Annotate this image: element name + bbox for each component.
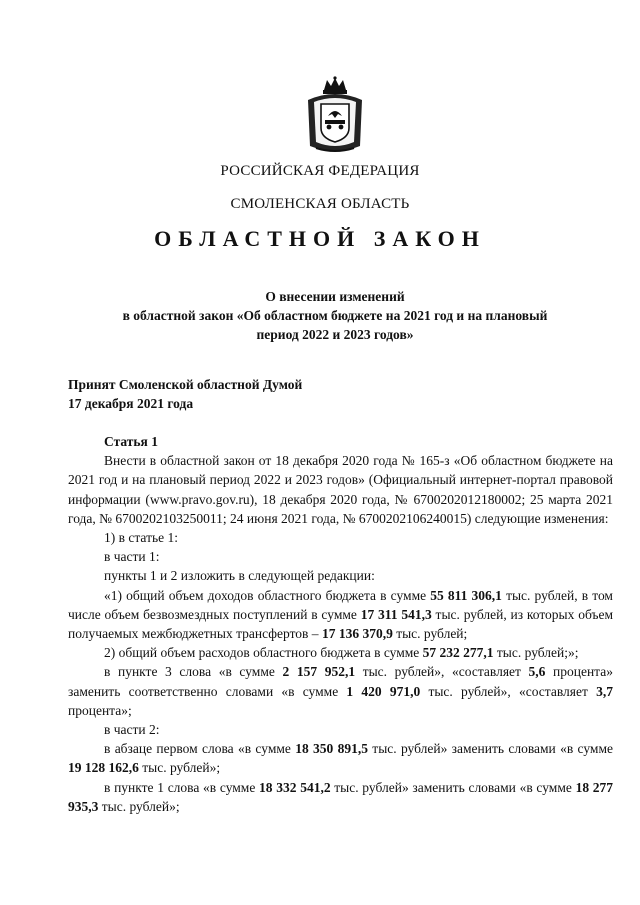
- point-1-change: [68, 778, 613, 816]
- amount: 18 350 891,5: [295, 741, 368, 757]
- law-title-line: в областной закон «Об областном бюджете на 2021 год и на плановый: [122, 308, 548, 323]
- text-fragment: в пункте 1 слова «в сумме: [104, 779, 260, 795]
- amount: 18 332 541,2: [259, 779, 331, 795]
- country-heading: РОССИЙСКАЯ ФЕДЕРАЦИЯ: [220, 163, 420, 179]
- point-3-paragraph: [68, 662, 613, 720]
- article-heading: Статья 1: [104, 434, 158, 449]
- amount: 17 136 370,9: [321, 626, 393, 642]
- amount: 2 157 952,1: [282, 664, 356, 680]
- text-fragment: тыс. рублей, из которых объем получаемых межбюджетных трансфертов –: [68, 606, 613, 642]
- points-intro: пункты 1 и 2 изложить в следующей редакции:: [104, 568, 375, 584]
- point-1-paragraph: [68, 586, 613, 644]
- text-fragment: «1) общий объем доходов областного бюджета в сумме: [104, 587, 431, 603]
- law-title-line: период 2022 и 2023 годов»: [256, 327, 414, 342]
- text-fragment: тыс. рублей», «составляет: [355, 664, 529, 680]
- text-fragment: в абзаце первом слова «в сумме: [104, 741, 296, 757]
- article-1: [68, 432, 613, 816]
- law-title-line: О внесении изменений: [265, 289, 405, 304]
- part-2: в части 2:: [104, 722, 160, 738]
- text-fragment: тыс. рублей» заменить словами «в сумме: [330, 779, 576, 795]
- text-fragment: процента»;: [68, 702, 132, 718]
- adoption-date: 17 декабря 2021 года: [68, 396, 194, 411]
- text-fragment: тыс. рублей», «составляет: [420, 683, 597, 699]
- part-1: в части 1:: [104, 549, 160, 565]
- article-intro: Внести в областной закон от 18 декабря 2020 года № 165-з «Об областном бюджете на 2021 год и на плановый период 2022 и 2023 годов» (Официальный интернет-портал правовой информации (www.pravo.gov.ru), 18 декабря 2020 года, № 6700202012180002; 25 марта 2021 года, № 6700202103250011; 24 июня 2021 года, № 6700202106240015) следующие изменения:: [68, 453, 613, 526]
- text-fragment: процента» заменить соответственно словами «в сумме: [68, 664, 613, 699]
- text-fragment: тыс. рублей»;: [98, 798, 180, 814]
- law-title: [80, 287, 590, 344]
- amount: 1 420 971,0: [346, 683, 421, 699]
- amount: 55 811 306,1: [430, 587, 502, 603]
- amount: 57 232 277,1: [422, 645, 494, 661]
- text-fragment: тыс. рублей, в том числе объем безвозмездных поступлений в сумме: [68, 587, 613, 622]
- point-2-paragraph: [68, 643, 613, 662]
- text-fragment: в пункте 3 слова «в сумме: [104, 664, 283, 680]
- amount: 18 277 935,3: [68, 779, 614, 814]
- text-fragment: 2) общий объем расходов областного бюджета в сумме: [104, 645, 423, 661]
- item-1: 1) в статье 1:: [104, 530, 178, 546]
- region-heading: СМОЛЕНСКАЯ ОБЛАСТЬ: [230, 196, 410, 212]
- text-fragment: тыс. рублей»;: [138, 760, 221, 776]
- text-fragment: тыс. рублей» заменить словами «в сумме: [367, 741, 613, 757]
- text-fragment: тыс. рублей;»;: [493, 645, 579, 661]
- amount: 17 311 541,3: [360, 606, 432, 622]
- amount: 19 128 162,6: [68, 760, 139, 776]
- adoption-note: [68, 375, 302, 413]
- adoption-body: Принят Смоленской областной Думой: [68, 377, 303, 392]
- amount: 5,6: [528, 664, 546, 680]
- paragraph-first-change: [68, 739, 613, 777]
- coat-of-arms-icon: [302, 76, 368, 156]
- amount: 3,7: [596, 683, 613, 699]
- law-heading: ОБЛАСТНОЙ ЗАКОН: [154, 226, 486, 251]
- text-fragment: тыс. рублей;: [392, 626, 468, 642]
